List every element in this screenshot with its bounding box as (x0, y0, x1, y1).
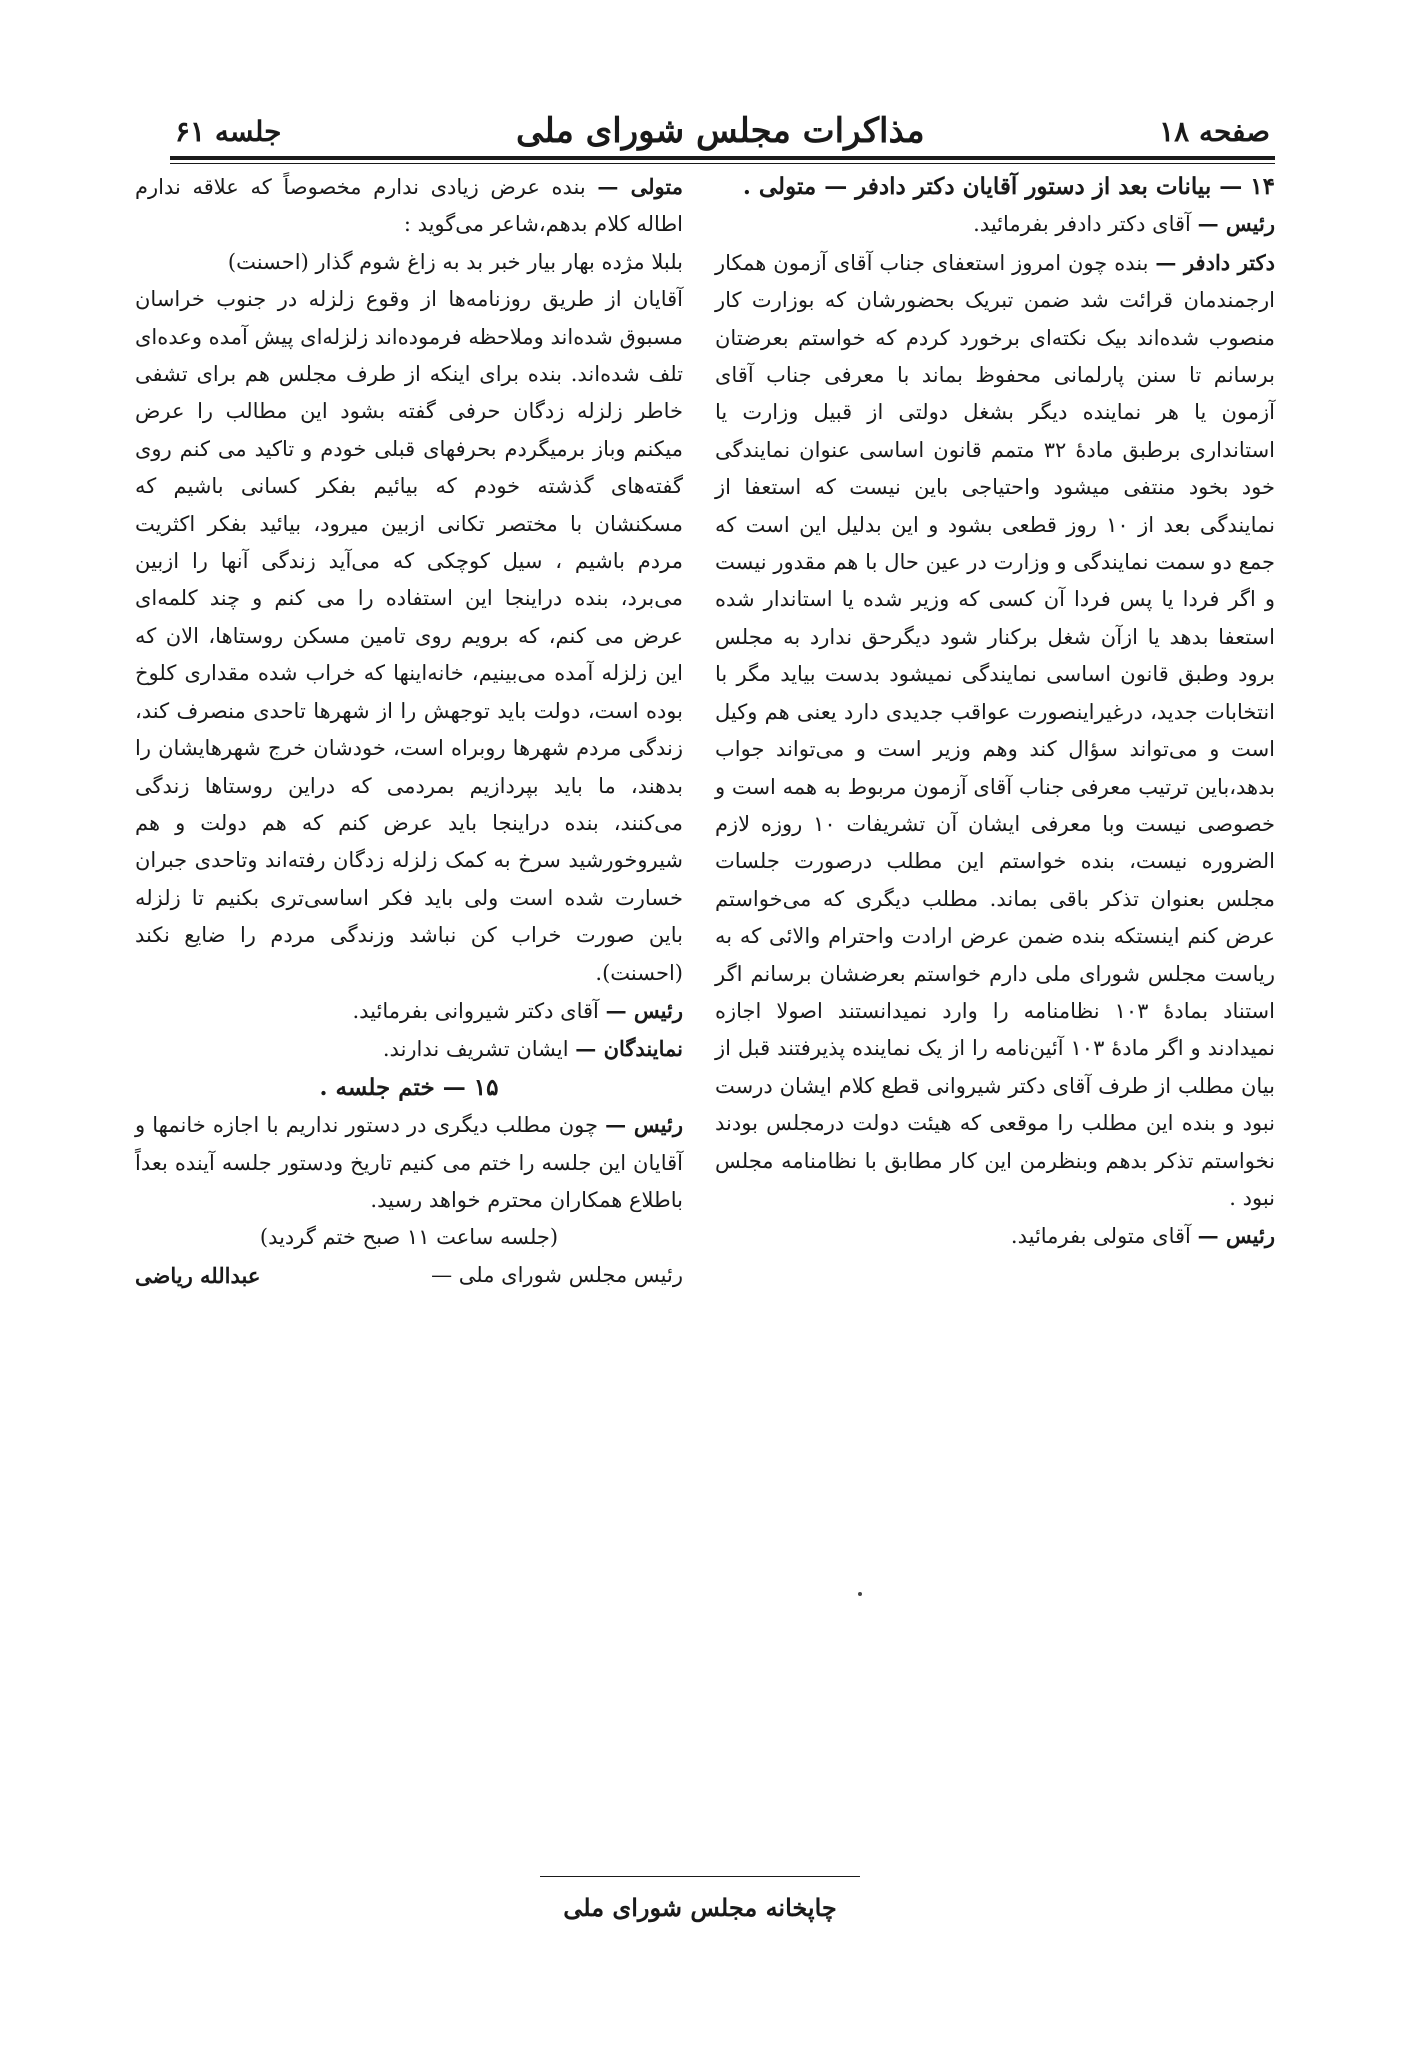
speech-text: بنده عرض زیادی ندارم مخصوصاً که علاقه ندارم اطاله کلام بدهم،شاعر می‌گوید : (135, 175, 683, 237)
section-heading-14: ۱۴ — بیانات بعد از دستور آقایان دکتر دادفر — متولی . (742, 173, 1275, 200)
session-number: جلسه ۶۱ (175, 114, 282, 148)
footer-rule (540, 1876, 860, 1877)
dadfar-speech (715, 244, 1275, 1218)
signature-role: رئیس مجلس شورای ملی — (431, 1262, 683, 1287)
left-column (135, 168, 683, 1294)
print-speck (858, 1592, 862, 1596)
speaker-name: دکتر دادفر — (1155, 249, 1275, 275)
speaker-name: متولی — (597, 174, 683, 199)
speaker-name: رئیس — (605, 1112, 683, 1138)
signature-name: عبدالله ریاضی (135, 1262, 261, 1288)
remark-text: آقای دکتر دادفر بفرمائید. (973, 212, 1191, 237)
motevalli-speech (135, 168, 683, 244)
speaker-name: رئیس — (1197, 211, 1275, 237)
representatives-remark (135, 1030, 683, 1068)
chair-remark (715, 205, 1275, 243)
session-end-note: (جلسه ساعت ۱۱ صبح ختم گردید) (259, 1225, 559, 1250)
chair-remark (135, 992, 683, 1030)
page-header (175, 108, 1270, 154)
chair-remark (715, 1217, 1275, 1255)
signature-line (135, 1257, 683, 1294)
poem-verse: بلبلا مژده بهار بیار خبر بد به زاغ شوم گذار (احسنت) (227, 249, 683, 274)
remark-text: ایشان تشریف ندارند. (382, 1037, 569, 1062)
speech-paragraph: آقایان از طریق روزنامه‌ها از وقوع زلزله در جنوب خراسان مسبوق شده‌اند وملاحظه فرموده‌اند زلزله‌ای پیش آمده وعده‌ای تلف شده‌اند. بنده برای اینکه از طرف مجلس هم برای تشفی خاطر زلزله زدگان حرفی گفته بشود این مطالب را عرض میکنم وباز برمیگردم بحرفهای قبلی خودم و تاکید می کنم روی گفته‌های گذشته خودم که بیائیم بفکر کسانی باشیم که مسکنشان با مختصر تکانی ازبین میرود، بیائید بفکر اکثریت مردم باشیم ، سیل کوچکی که می‌آید زندگی آنها را ازبین می‌برد، بنده دراینجا این استفاده را می کنم و چند کلمه‌ای عرض می کنم، که برویم روی تامین مسکن روستاها، الان که این زلزله آمده می‌بینیم، خانه‌اینها که خراب شده مقداری کلوخ بوده است، دولت باید توجهش را از شهرها تاحدی منصرف کند، زندگی مردم شهرها روبراه است، خودشان خرج شهرهایشان را بدهند، ما باید بپردازیم بمردمی که دراین روستاها زندگی می‌کنند، بنده دراینجا باید عرض کنم که هم دولت و هم شیروخورشید سرخ به کمک زلزله زدگان رفته‌اند وتاحدی جبران خسارت شده است ولی باید فکر اساسی‌تری بکنیم تا زلزله باین صورت خراب کن نباشد وزندگی مردم را ضایع نکند (احسنت). (135, 287, 683, 985)
section-heading-15: ۱۵ — ختم جلسه . (319, 1073, 499, 1101)
header-rule-thin (170, 163, 1275, 164)
chair-closing-remark (135, 1106, 683, 1219)
page-number: صفحه ۱۸ (1159, 114, 1270, 148)
printer-footer: چاپخانه مجلس شورای ملی (563, 1893, 837, 1922)
remark-text: چون مطلب دیگری در دستور نداریم با اجازه خانمها و آقایان این جلسه را ختم می کنیم تاریخ ودستور جلسه آینده بعداً باطلاع همکاران محترم خواهد رسید. (135, 1113, 683, 1212)
right-column (715, 168, 1275, 1256)
speaker-name: رئیس — (605, 997, 683, 1023)
page-title: مذاکرات مجلس شورای ملی (516, 111, 925, 151)
speaker-name: نمایندگان — (575, 1036, 683, 1062)
header-rule-thick (170, 156, 1275, 160)
speaker-name: رئیس — (1197, 1223, 1275, 1249)
remark-text: آقای دکتر شیروانی بفرمائید. (352, 998, 599, 1023)
remark-text: آقای متولی بفرمائید. (1010, 1224, 1191, 1249)
speech-text: بنده چون امروز استعفای جناب آقای آزمون همکار ارجمندمان قرائت شد ضمن تبریک بحضورشان که بوزارت کار منصوب شده‌اند بیک نکته‌ای برخورد کردم که خواستم بعرضتان برسانم تا سنن پارلمانی محفوظ بماند با معرفی جناب آقای آزمون یا هر نماینده دیگر بشغل دولتی از قبیل وزارت یا استانداری برطبق مادهٔ ۳۲ متمم قانون اساسی عنوان نمایندگی خود بخود منتفی میشود واحتیاجی باین نیست که استعفا از نمایندگی بعد از ۱۰ روز قطعی بشود و این بدلیل این است که جمع دو سمت نمایندگی و وزارت در عین حال با هم مقدور نیست و اگر فردا یا پس فردا آن کسی که وزیر شده یا استاندار شده استعفا بدهد یا ازآن شغل برکنار شود دیگرحق ندارد به مجلس برود وطبق قانون اساسی نمایندگی نمیشود بدست بیاید مگر با انتخابات جدید، درغیراینصورت عواقب جدیدی دارد یعنی هم وکیل است و می‌تواند سؤال کند وهم وزیر است و می‌تواند جواب بدهد،باین ترتیب معرفی جناب آقای آزمون مربوط به همه است و خصوصی نیست وبا معرفی ایشان آن تشریفات ۱۰ روزه لازم الضروره نیست، بنده خواستم این مطلب درصورت جلسات مجلس بعنوان تذکر باقی بماند. مطلب دیگری که می‌خواستم عرض کنم اینستکه بنده ضمن عرض ارادت واحترام والائی که به ریاست مجلس شورای ملی دارم خواستم بعرضشان برسانم اگر استناد بمادهٔ ۱۰۳ نظامنامه را وارد نمیدانستند اصولا اجازه نمیدادند و اگر مادهٔ ۱۰۳ آئین‌نامه را از یک نماینده پذیرفتند قبل از بیان مطلب از طرف آقای دکتر شیروانی قطع کلام ایشان درست نبود و بنده این مطلب را موقعی که هیئت دولت درمجلس بودند نخواستم تذکر بدهم وبنظرمن این کار مطابق با نظامنامه مجلس نبود . (715, 250, 1276, 1210)
